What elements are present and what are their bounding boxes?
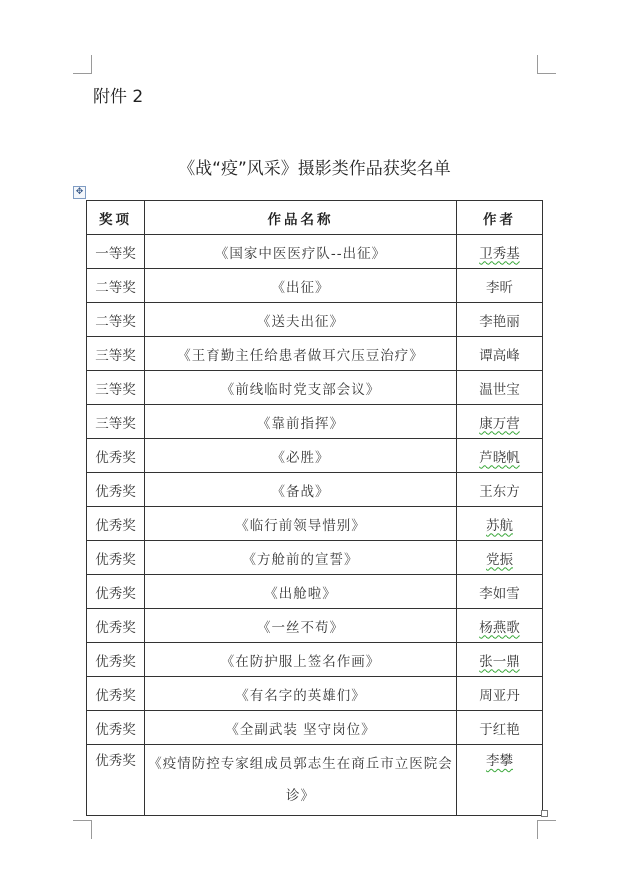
- author-cell: [457, 541, 543, 575]
- award-cell: 优秀奖: [87, 473, 145, 507]
- work-cell: 《国家中医医疗队--出征》: [145, 235, 457, 269]
- author-name: 周亚丹: [479, 687, 520, 704]
- author-cell: [457, 745, 543, 816]
- header-author: 作者: [457, 201, 543, 235]
- work-cell: 《出舱啦》: [145, 575, 457, 609]
- author-cell: [457, 507, 543, 541]
- author-cell: [457, 269, 543, 303]
- award-cell: 三等奖: [87, 371, 145, 405]
- table-row: [87, 711, 543, 745]
- author-cell: [457, 677, 543, 711]
- award-cell: 二等奖: [87, 269, 145, 303]
- author-name: 王东方: [479, 483, 520, 500]
- author-name: 张一鼎: [479, 653, 520, 670]
- work-cell: 《方舱前的宣誓》: [145, 541, 457, 575]
- table-row: [87, 235, 543, 269]
- work-cell: 《前线临时党支部会议》: [145, 371, 457, 405]
- work-cell: 《王育勤主任给患者做耳穴压豆治疗》: [145, 337, 457, 371]
- author-cell: [457, 405, 543, 439]
- work-cell: 《疫情防控专家组成员郭志生在商丘市立医院会诊》: [145, 745, 457, 816]
- award-cell: 优秀奖: [87, 745, 145, 816]
- award-cell: 优秀奖: [87, 541, 145, 575]
- award-cell: 优秀奖: [87, 643, 145, 677]
- author-cell: [457, 371, 543, 405]
- table-row: [87, 677, 543, 711]
- table-row: [87, 371, 543, 405]
- author-name: 康万营: [479, 415, 520, 432]
- author-name: 李如雪: [479, 585, 520, 602]
- author-name: 李攀: [486, 753, 513, 769]
- table-move-handle-icon[interactable]: ✥: [73, 186, 86, 199]
- work-cell: 《有名字的英雄们》: [145, 677, 457, 711]
- award-cell: 优秀奖: [87, 575, 145, 609]
- table-row: [87, 745, 543, 816]
- work-cell: 《全副武装 坚守岗位》: [145, 711, 457, 745]
- table-row: [87, 303, 543, 337]
- table-row: [87, 439, 543, 473]
- author-cell: [457, 643, 543, 677]
- author-name: 李昕: [486, 279, 513, 296]
- table-row: [87, 643, 543, 677]
- table-row: [87, 575, 543, 609]
- author-name: 苏航: [486, 517, 513, 534]
- author-cell: [457, 439, 543, 473]
- work-cell: 《必胜》: [145, 439, 457, 473]
- author-name: 于红艳: [479, 721, 520, 738]
- work-cell: 《出征》: [145, 269, 457, 303]
- author-cell: [457, 303, 543, 337]
- award-cell: 一等奖: [87, 235, 145, 269]
- award-cell: 三等奖: [87, 405, 145, 439]
- crop-mark-bottom-right: [537, 820, 556, 839]
- author-cell: [457, 575, 543, 609]
- header-award: 奖项: [87, 201, 145, 235]
- table-row: [87, 269, 543, 303]
- author-name: 温世宝: [479, 381, 520, 398]
- table-header-row: [87, 201, 543, 235]
- table-row: [87, 609, 543, 643]
- author-name: 党振: [486, 551, 513, 568]
- author-cell: [457, 235, 543, 269]
- table-resize-handle[interactable]: [541, 810, 548, 817]
- author-name: 谭高峰: [479, 347, 520, 364]
- header-work: 作品名称: [145, 201, 457, 235]
- award-cell: 优秀奖: [87, 609, 145, 643]
- award-cell: 三等奖: [87, 337, 145, 371]
- table-row: [87, 541, 543, 575]
- author-cell: [457, 337, 543, 371]
- award-cell: 优秀奖: [87, 677, 145, 711]
- work-cell: 《在防护服上签名作画》: [145, 643, 457, 677]
- author-name: 卫秀基: [479, 245, 520, 262]
- award-cell: 优秀奖: [87, 439, 145, 473]
- awards-table: [86, 200, 543, 816]
- author-cell: [457, 609, 543, 643]
- work-cell: 《临行前领导惜别》: [145, 507, 457, 541]
- page-title: 《战“疫”风采》摄影类作品获奖名单: [178, 159, 451, 179]
- work-cell: 《一丝不苟》: [145, 609, 457, 643]
- work-cell: 《备战》: [145, 473, 457, 507]
- award-cell: 优秀奖: [87, 507, 145, 541]
- crop-mark-bottom-left: [73, 820, 92, 839]
- award-cell: 优秀奖: [87, 711, 145, 745]
- author-cell: [457, 711, 543, 745]
- attachment-label: 附件 2: [93, 87, 144, 107]
- author-name: 芦晓帆: [479, 449, 520, 466]
- crop-mark-top-right: [537, 55, 556, 74]
- work-cell: 《靠前指挥》: [145, 405, 457, 439]
- crop-mark-top-left: [73, 55, 92, 74]
- author-name: 杨燕歌: [479, 619, 520, 636]
- award-cell: 二等奖: [87, 303, 145, 337]
- table-row: [87, 473, 543, 507]
- author-cell: [457, 473, 543, 507]
- work-cell: 《送夫出征》: [145, 303, 457, 337]
- table-row: [87, 507, 543, 541]
- author-name: 李艳丽: [479, 313, 520, 330]
- table-row: [87, 405, 543, 439]
- table-row: [87, 337, 543, 371]
